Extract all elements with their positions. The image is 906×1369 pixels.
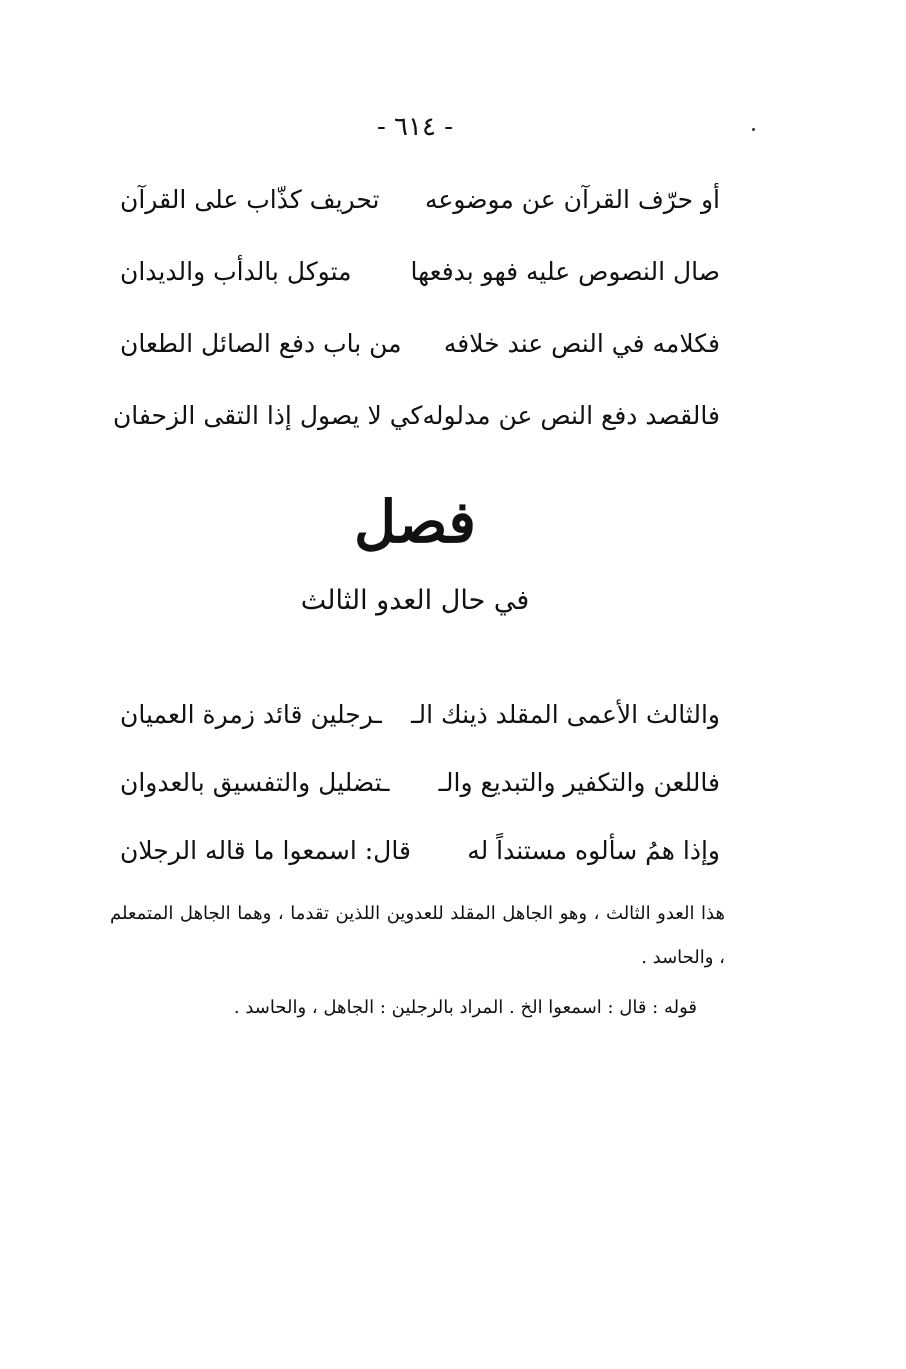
verse-second-hemistich: من باب دفع الصائل الطعان [120,329,402,358]
verse-line [120,175,720,247]
poem-verses-bottom [120,690,720,894]
verse-line [120,690,720,758]
ink-speck [752,128,755,131]
verse-second-hemistich: متوكل بالدأب والديدان [120,257,352,286]
verse-first-hemistich: وإذا همُ سألوه مستنداً له [467,836,720,865]
verse-first-hemistich: فالقصد دفع النص عن مدلوله [422,401,720,430]
verse-first-hemistich: فكلامه في النص عند خلافه [443,329,720,358]
verse-first-hemistich: أو حرّف القرآن عن موضوعه [425,185,720,214]
verse-line [112,391,720,463]
verse-line [120,758,720,826]
verse-first-hemistich: فاللعن والتكفير والتبديع والـ [438,768,720,797]
chapter-subtitle: في حال العدو الثالث [300,585,530,616]
commentary-paragraph: هذا العدو الثالث ، وهو الجاهل المقلد للعدوين اللذين تقدما ، وهما الجاهل المتمعلم ، والحاسد . [110,903,725,968]
verse-second-hemistich: ـرجلين قائد زمرة العميان [120,700,382,729]
verse-second-hemistich: قال: اسمعوا ما قاله الرجلان [120,836,411,865]
commentary-block [110,892,725,1030]
verse-line [120,826,720,894]
verse-second-hemistich: ـتضليل والتفسيق بالعدوان [120,768,390,797]
verse-first-hemistich: صال النصوص عليه فهو بدفعها [410,257,720,286]
verse-line [120,319,720,391]
verse-second-hemistich: كي لا يصول إذا التقى الزحفان [112,401,423,430]
page-number: - ٦١٤ - [376,112,454,142]
chapter-heading: فصل [354,488,476,556]
verse-second-hemistich: تحريف كذّاب على القرآن [120,185,380,214]
poem-verses-top [112,175,720,463]
commentary-note: قوله : قال : اسمعوا الخ . المراد بالرجلين : الجاهل ، والحاسد . [233,997,697,1018]
verse-first-hemistich: والثالث الأعمى المقلد ذينك الـ [411,700,720,729]
verse-line [120,247,720,319]
